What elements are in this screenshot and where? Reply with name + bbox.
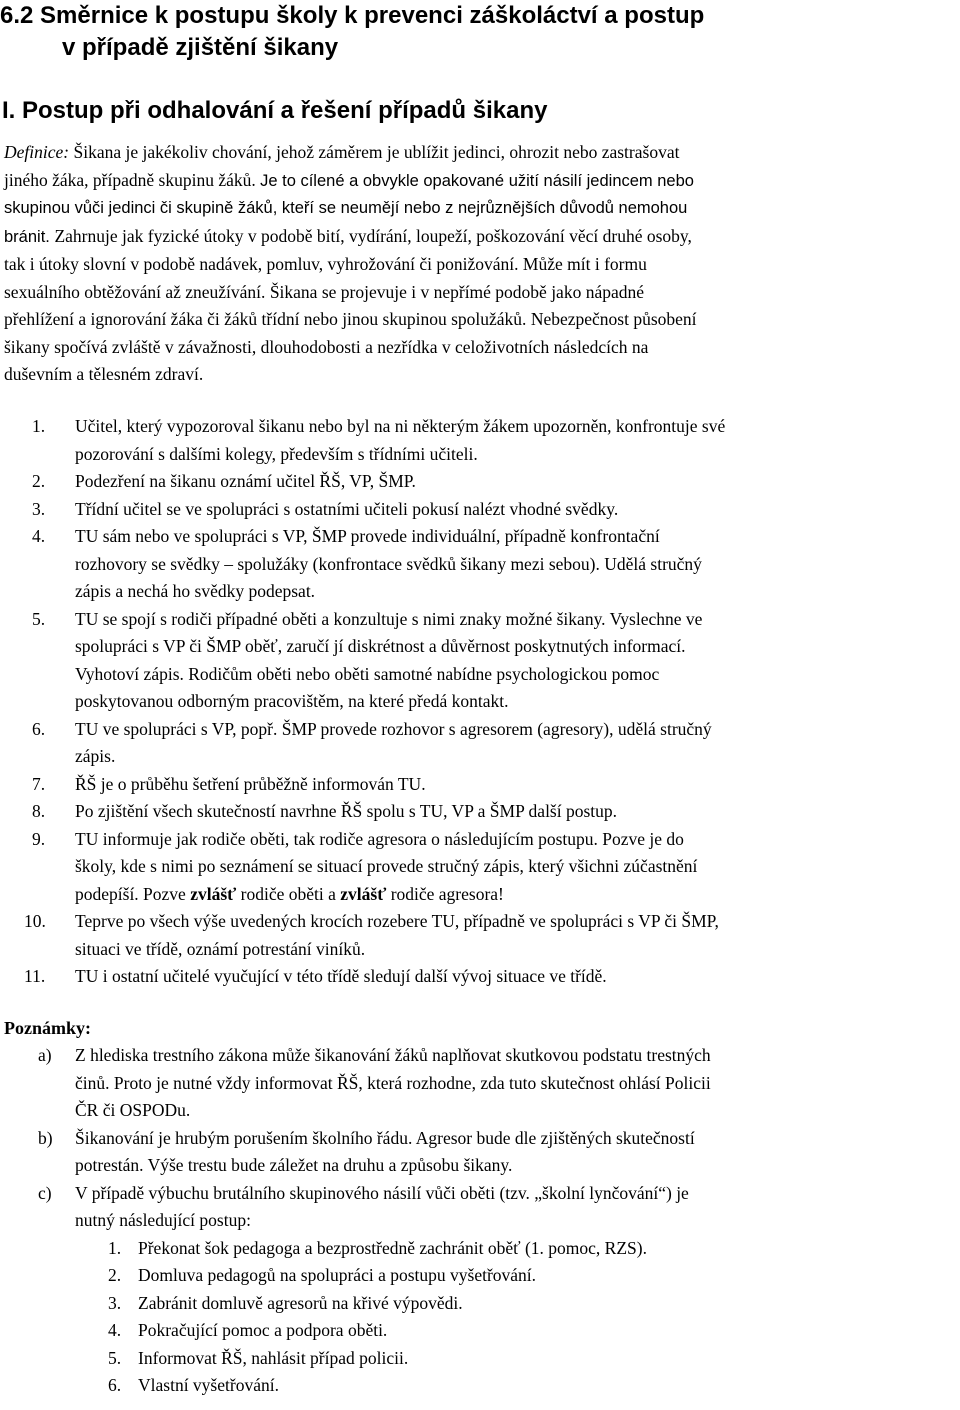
note-text: potrestán. Výše trestu bude záležet na druhu a způsobu šikany. [75,1155,513,1175]
step-text [75,881,960,909]
chapter-heading-line-1: 6.2 Směrnice k postupu školy k prevenci záškoláctví a postup [0,2,705,29]
step-number: 2. [32,471,46,491]
list-item [0,413,960,468]
definition-label: Definice: [4,142,70,162]
note-item [0,1125,960,1180]
step-text: TU informuje jak rodiče oběti, tak rodiče agresora o následujícím postupu. Pozve je do [75,828,684,849]
note-text: nutný následující postup: [75,1210,251,1230]
sub-step-text: Domluva pedagogů na spolupráci a postupu vyšetřování. [138,1265,537,1285]
list-item [0,606,960,716]
step-number: 7. [32,773,46,794]
sub-step-text: Překonat šok pedagoga a bezprostředně zachránit oběť (1. pomoc, RZS). [138,1237,647,1258]
step-text: školy, kde s nimi po seznámení se situací provede stručný zápis, který všichni zúčastnění [75,856,698,876]
definition-text: jiného žáka, případně skupinu žáků. [4,169,256,190]
note-text: V případě výbuchu brutálního skupinového násilí vůči oběti (tzv. „školní lynčování“) je [75,1182,689,1203]
list-item [0,496,960,524]
step-text: Třídní učitel se ve spolupráci s ostatními učiteli pokusí nalézt vhodné svědky. [75,498,619,519]
chapter-heading-line-2: v případě zjištění šikany [62,34,339,61]
step-text: rozhovory se svědky – spolužáky (konfrontace svědků šikany mezi sebou). Udělá stručný [75,553,702,574]
definition-line-8: šikany spočívá zvláště v závažnosti, dlouhodobosti a nezřídka v celoživotních následcích na [4,336,649,357]
sub-step-number: 5. [108,1347,122,1368]
definition-line-7 [4,306,960,334]
step-text: Učitel, který vypozoroval šikanu nebo byl na ni některým žákem upozorněn, konfrontuje své [75,416,726,436]
definition-text: Nebezpečnost působení [530,309,697,329]
step-text: TU se spojí s rodiči případné oběti a konzultuje s nimi znaky možné šikany. Vyslechne ve [75,608,703,629]
step-number: 3. [32,498,46,519]
sub-step-number: 6. [108,1375,122,1395]
step-number: 4. [32,526,46,546]
definition-line-6 [4,279,960,307]
step-text: TU ve spolupráci s VP, popř. ŠMP provede rozhovor s agresorem (agresory), udělá stručný [75,718,712,739]
definition-text: Šikana se projevuje i v nepřímé podobě jako nápadné [269,281,645,302]
sub-step-number: 1. [108,1237,122,1258]
sub-step [0,1262,960,1290]
definition-line-2 [4,167,960,196]
note-marker: b) [38,1127,53,1148]
definition-text: Zahrnuje jak fyzické útoky v podobě bití, vydírání, loupeží, poškozování věcí druhé osoby, [54,225,692,246]
step-text: pozorování s dalšími kolegy, především s třídními učiteli. [75,443,478,464]
step-number: 10. [24,911,46,931]
step-text: Po zjištění všech skutečností navrhne ŘŠ spolu s TU, VP a ŠMP další postup. [75,801,618,821]
step-text-part: rodiče agresora! [386,883,504,904]
step-text: zápis a nechá ho svědky podepsat. [75,581,316,601]
step-number: 6. [32,718,46,739]
sub-step-text: Vlastní vyšetřování. [138,1375,279,1395]
notes-title: Poznámky: [4,1018,91,1038]
note-item [0,1180,960,1235]
note-marker: c) [38,1182,52,1203]
sub-step [0,1372,960,1400]
step-number: 8. [32,801,46,821]
note-text: Z hlediska trestního zákona může šikanování žáků naplňovat skutkovou podstatu trestných [75,1045,711,1065]
definition-text: Je to cílené a obvykle opakované užití násilí jedincem nebo [260,171,694,190]
definition-line-3: skupinou vůči jedinci či skupině žáků, kteří se neumějí nebo z nejrůznějších důvodů nemohou [4,199,688,217]
emphasis: zvlášť [340,883,387,904]
step-text: TU sám nebo ve spolupráci s VP, ŠMP provede individuální, případně konfrontační [75,526,660,546]
step-text: poskytovanou odborným pracovištěm, na které předá kontakt. [75,691,509,711]
list-item [0,468,960,496]
sub-step [0,1290,960,1318]
sub-step-number: 4. [108,1320,122,1340]
list-item [0,771,960,799]
step-text: Teprve po všech výše uvedených krocích rozebere TU, případně ve spolupráci s VP či ŠMP, [75,911,719,931]
sub-step [0,1235,960,1263]
list-item [0,716,960,771]
step-text: Podezření na šikanu oznámí učitel ŘŠ, VP, ŠMP. [75,471,416,491]
note-text: ČR či OSPODu. [75,1100,191,1120]
list-item [0,963,960,991]
procedure-steps [0,413,960,991]
definition-text: Šikana je jakékoliv chování, jehož záměrem je ublížit jedinci, ohrozit nebo zastrašovat [69,142,680,162]
step-number: 1. [32,416,46,436]
definition-line-5 [4,251,960,279]
step-text: zápis. [75,746,116,766]
step-text: TU i ostatní učitelé vyučující v této třídě sledují další vývoj situace ve třídě. [75,966,607,986]
step-text: spolupráci s VP či ŠMP oběť, zaručí jí diskrétnost a důvěrnost poskytnutých informací. [75,636,686,656]
sub-step [0,1345,960,1373]
sub-step [0,1317,960,1345]
definition-line-4 [4,223,960,252]
sub-step-text: Zabránit domluvě agresorů na křivé výpovědi. [138,1292,463,1313]
definition-text: bránit. [4,227,50,246]
notes-list [0,1042,960,1400]
step-number: 5. [32,608,46,629]
note-item [0,1042,960,1125]
sub-step-number: 3. [108,1292,122,1313]
list-item [0,523,960,606]
sub-step-number: 2. [108,1265,122,1285]
definition-text: tak i útoky slovní v podobě nadávek, pomluv, vyhrožování či ponižování. [4,254,519,274]
definition-text: sexuálního obtěžování až zneužívání. [4,281,266,302]
note-text: činů. Proto je nutné vždy informovat ŘŠ, která rozhodne, zda tuto skutečnost ohlásí Policii [75,1072,711,1093]
chapter-heading [0,0,960,64]
note-text: Šikanování je hrubým porušením školního řádu. Agresor bude dle zjištěných skutečností [75,1127,695,1148]
step-text: ŘŠ je o průběhu šetření průběžně informován TU. [75,773,426,794]
step-text: situaci ve třídě, oznámí potrestání viníků. [75,938,366,959]
section-title: I. Postup při odhalování a řešení případů šikany [2,97,548,124]
list-item [0,826,960,909]
sub-step-text: Informovat ŘŠ, nahlásit případ policii. [138,1347,409,1368]
definition-paragraph [4,139,960,389]
definition-line-9: duševním a tělesném zdraví. [4,364,204,384]
definition-line-1 [4,139,960,167]
step-number: 9. [32,828,46,849]
sub-step-text: Pokračující pomoc a podpora oběti. [138,1320,388,1340]
note-marker: a) [38,1045,52,1065]
definition-text: Může mít i formu [522,254,647,274]
step-text: Vyhotoví zápis. Rodičům oběti nebo oběti samotné nabídne psychologickou pomoc [75,663,660,684]
step-text-part: rodiče oběti a [236,883,341,904]
step-number: 11. [24,966,46,986]
step-text-part: podepíší. Pozve [75,883,191,904]
list-item [0,908,960,963]
list-item [0,798,960,826]
definition-text: přehlížení a ignorování žáka či žáků třídní nebo jinou skupinou spolužáků. [4,309,527,329]
emphasis: zvlášť [190,883,237,904]
